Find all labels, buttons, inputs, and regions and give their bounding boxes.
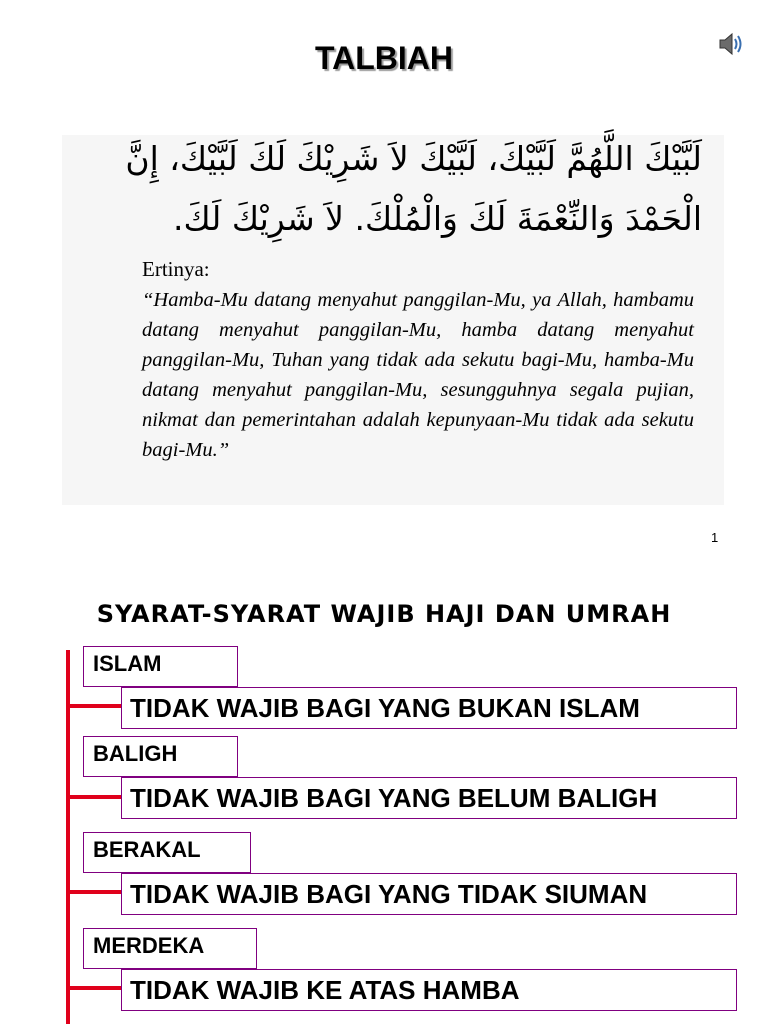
condition-label-merdeka: MERDEKA bbox=[83, 928, 257, 969]
condition-description-berakal: TIDAK WAJIB BAGI YANG TIDAK SIUMAN bbox=[121, 873, 737, 915]
page-number: 1 bbox=[711, 530, 719, 545]
branch-line bbox=[66, 704, 122, 708]
scanned-text-image bbox=[62, 135, 724, 505]
branch-line bbox=[66, 890, 122, 894]
condition-label-berakal: BERAKAL bbox=[83, 832, 251, 873]
speaker-icon[interactable] bbox=[714, 28, 746, 60]
arabic-text-line-1: لَبَّيْكَ اللَّهُمَّ لَبَّيْكَ، لَبَّيْكَ لاَ شَرِيْكَ لَكَ لَبَّيْكَ، إِنَّ bbox=[125, 139, 702, 178]
slide-title: TALBIAH bbox=[314, 40, 454, 76]
condition-label-baligh: BALIGH bbox=[83, 736, 238, 777]
condition-description-merdeka: TIDAK WAJIB KE ATAS HAMBA bbox=[121, 969, 737, 1011]
condition-label-islam: ISLAM bbox=[83, 646, 238, 687]
arabic-text-line-2: الْحَمْدَ وَالنِّعْمَةَ لَكَ وَالْمُلْكَ. لاَ شَرِيْكَ لَكَ. bbox=[172, 199, 702, 238]
ertinya-label: Ertinya: bbox=[142, 257, 210, 281]
condition-description-baligh: TIDAK WAJIB BAGI YANG BELUM BALIGH bbox=[121, 777, 737, 819]
translation-text: “Hamba-Mu datang menyahut panggilan-Mu, ya Allah, hambamu datang menyahut panggilan-Mu, hamba datang menyahut panggilan-Mu, Tuhan yang tidak ada sekutu bagi-Mu, hamba-Mu datang menyahut panggilan-Mu, sesungguhnya segala pujian, nikmat dan pemerintahan adalah kepunyaan-Mu tidak ada sekutu bagi-Mu.” bbox=[142, 289, 694, 461]
branch-line bbox=[66, 986, 122, 990]
condition-description-islam: TIDAK WAJIB BAGI YANG BUKAN ISLAM bbox=[121, 687, 737, 729]
section-heading: SYARAT-SYARAT WAJIB HAJI DAN UMRAH bbox=[96, 600, 672, 628]
branch-line bbox=[66, 795, 122, 799]
